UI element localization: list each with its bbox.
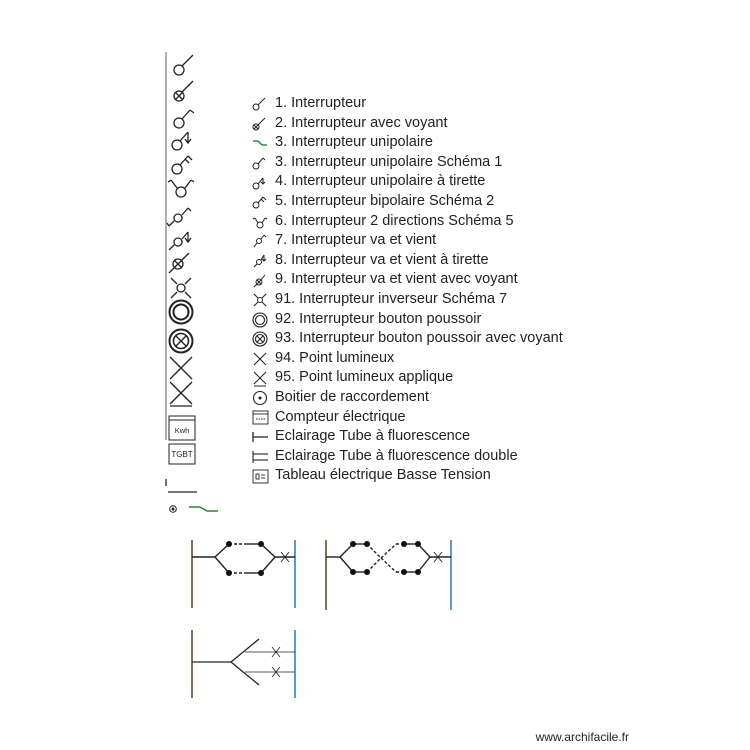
palette-intermediate-switch-icon[interactable] <box>167 208 191 226</box>
palette-push-button-icon[interactable] <box>170 301 193 324</box>
legend-label: 1. Interrupteur <box>275 95 367 111</box>
legend-item[interactable] <box>250 172 563 192</box>
legend-label: 93. Interrupteur bouton poussoir avec voyant <box>275 330 563 347</box>
legend-item[interactable] <box>250 447 563 467</box>
intermediate-switch-icon <box>250 231 270 250</box>
legend-label: Eclairage Tube à fluorescence <box>275 428 471 445</box>
legend-label: 7. Interrupteur va et vient <box>275 232 437 249</box>
double-fluorescent-tube-icon <box>250 447 270 466</box>
push-button-icon <box>250 310 270 329</box>
palette-push-button-pilot-icon[interactable] <box>170 330 193 353</box>
legend-label: 9. Interrupteur va et vient avec voyant <box>275 271 518 288</box>
legend-item[interactable] <box>250 329 563 349</box>
symbol-legend <box>250 94 563 486</box>
palette-fluorescent-tube-icon[interactable] <box>166 479 197 492</box>
legend-label: 91. Interrupteur inverseur Schéma 7 <box>275 290 508 307</box>
push-button-pilot-icon <box>250 329 270 348</box>
legend-item[interactable] <box>250 368 563 388</box>
light-point-icon <box>250 349 270 368</box>
palette-switch-icon[interactable] <box>174 55 193 75</box>
legend-item[interactable] <box>250 310 563 330</box>
palette-pull-cord-switch-icon[interactable] <box>172 132 191 150</box>
palette-intermediate-pull-switch-icon[interactable] <box>169 232 191 250</box>
palette-wall-light-icon[interactable] <box>170 382 192 406</box>
legend-label: 6. Interrupteur 2 directions Schéma 5 <box>275 212 514 229</box>
palette-switch-pilot-light-icon[interactable] <box>174 81 193 101</box>
legend-item[interactable] <box>250 251 563 271</box>
legend-label: 2. Interrupteur avec voyant <box>275 114 448 131</box>
wiring-diagram-double <box>185 535 305 615</box>
legend-item[interactable] <box>250 192 563 212</box>
legend-label: 3. Interrupteur unipolaire Schéma 1 <box>275 153 503 170</box>
switch-pilot-light-icon <box>250 114 270 133</box>
double-pole-switch-icon <box>250 192 270 211</box>
watermark: www.archifacile.fr <box>535 730 629 744</box>
legend-label: 5. Interrupteur bipolaire Schéma 2 <box>275 192 495 209</box>
legend-label: 92. Interrupteur bouton poussoir <box>275 310 482 327</box>
palette-single-pole-switch-icon[interactable] <box>174 110 194 128</box>
two-way-switch-icon <box>250 212 270 231</box>
wiring-diagram-crossed <box>320 535 460 615</box>
legend-label: 4. Interrupteur unipolaire à tirette <box>275 173 486 190</box>
palette-light-point-icon[interactable] <box>170 357 192 379</box>
legend-item[interactable] <box>250 212 563 232</box>
palette-two-way-switch-icon[interactable] <box>168 180 194 197</box>
junction-box-icon <box>250 388 270 407</box>
pull-cord-switch-icon <box>250 173 270 192</box>
legend-item[interactable] <box>250 388 563 408</box>
symbol-palette <box>160 48 220 518</box>
legend-label: Tableau électrique Basse Tension <box>275 467 491 484</box>
wall-light-icon <box>250 369 270 388</box>
low-voltage-panel-icon <box>250 467 270 486</box>
palette-double-pole-switch-icon[interactable] <box>172 156 192 174</box>
palette-junction-box-icon[interactable] <box>170 506 177 513</box>
legend-item[interactable] <box>250 270 563 290</box>
intermediate-pilot-switch-icon <box>250 271 270 290</box>
legend-label: 3. Interrupteur unipolaire <box>275 134 433 151</box>
legend-label: 94. Point lumineux <box>275 349 395 366</box>
panel-label: TGBT <box>171 450 193 459</box>
legend-label: Boitier de raccordement <box>275 388 429 405</box>
switch-icon <box>250 94 270 113</box>
palette-intermediate-pilot-switch-icon[interactable] <box>169 253 189 273</box>
electric-meter-icon <box>250 408 270 427</box>
legend-item[interactable] <box>250 290 563 310</box>
palette-single-pole-switch-green-icon[interactable] <box>189 507 218 511</box>
fluorescent-tube-icon <box>250 427 270 446</box>
legend-label: 8. Interrupteur va et vient à tirette <box>275 251 489 268</box>
legend-item[interactable] <box>250 231 563 251</box>
legend-item[interactable] <box>250 349 563 369</box>
legend-item[interactable] <box>250 114 563 134</box>
legend-item[interactable] <box>250 408 563 428</box>
legend-item[interactable] <box>250 427 563 447</box>
single-pole-switch-icon <box>250 153 270 172</box>
wiring-diagram-branch <box>185 625 305 703</box>
legend-item[interactable] <box>250 153 563 173</box>
reversing-switch-icon <box>250 290 270 309</box>
legend-label: Compteur électrique <box>275 408 406 425</box>
legend-item[interactable] <box>250 94 563 114</box>
meter-label: Kwh <box>174 426 190 435</box>
legend-label: 95. Point lumineux applique <box>275 369 454 386</box>
legend-item[interactable] <box>250 133 563 153</box>
intermediate-pull-switch-icon <box>250 251 270 270</box>
legend-item[interactable] <box>250 466 563 486</box>
palette-reversing-switch-icon[interactable] <box>171 278 191 298</box>
single-pole-switch-green-icon <box>250 133 270 152</box>
legend-label: Eclairage Tube à fluorescence double <box>275 447 518 464</box>
